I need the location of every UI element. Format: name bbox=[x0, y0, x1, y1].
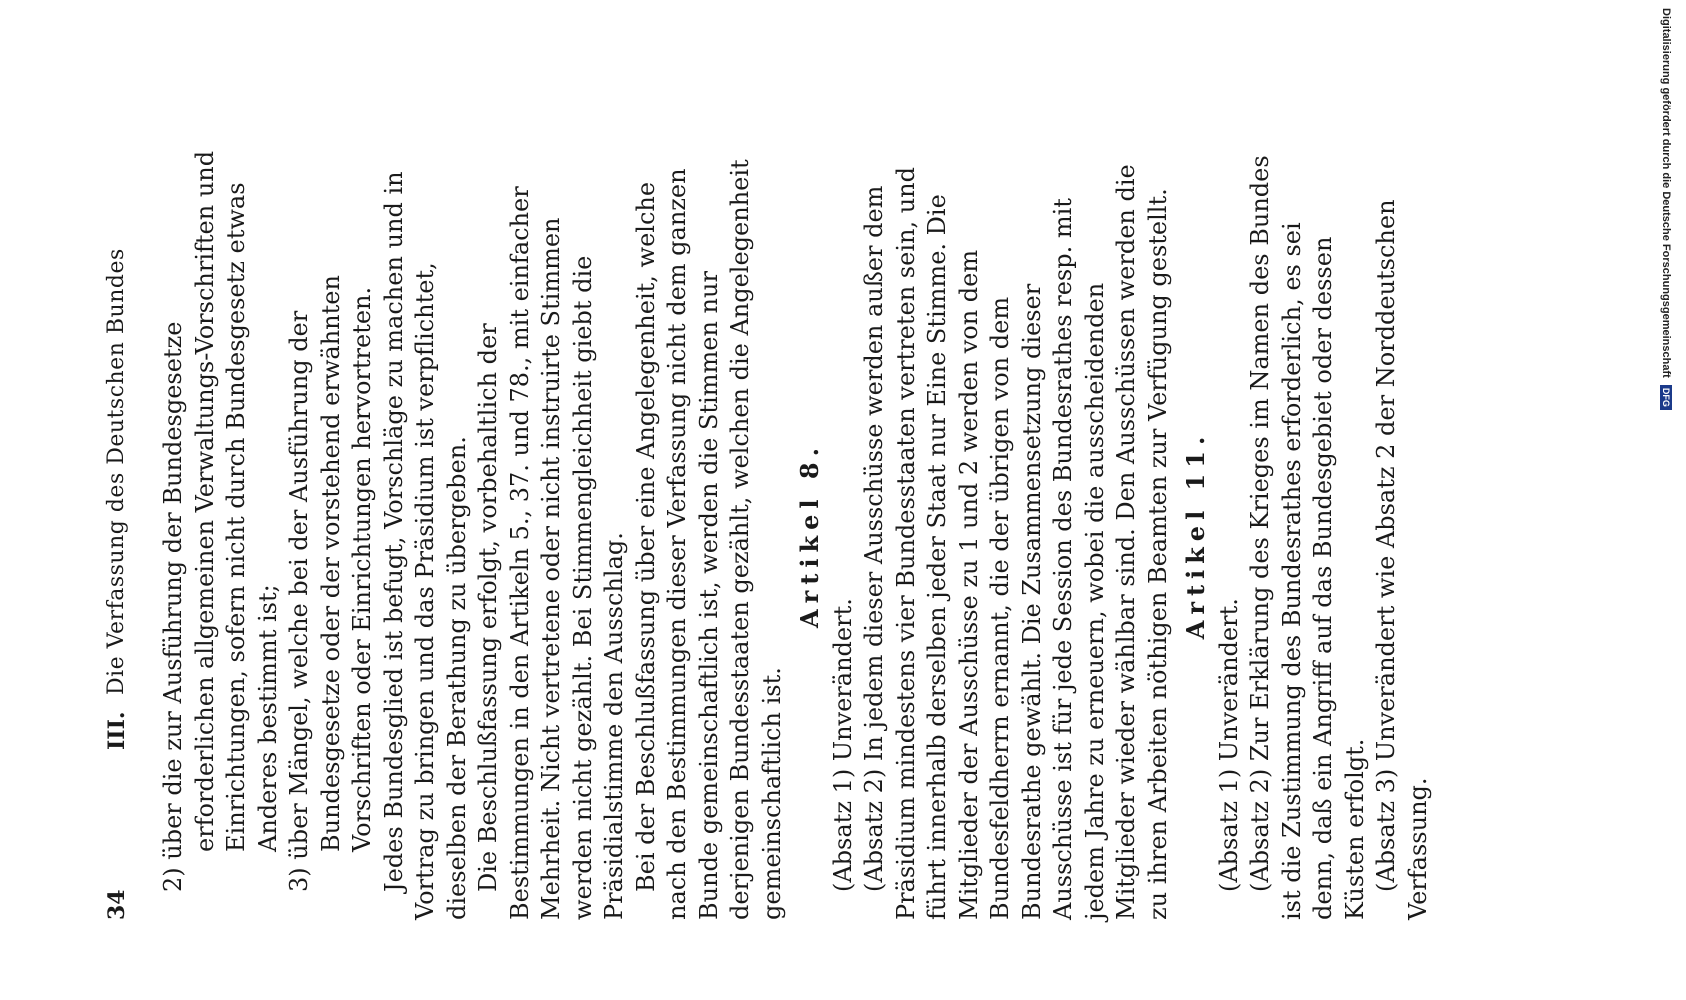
rotated-page bbox=[100, 0, 1480, 920]
stamp-text: Digitalisierung gefördert durch die Deutsche Forschungsgemeinschaft bbox=[1660, 8, 1672, 378]
article-heading: Artikel 8. bbox=[795, 442, 824, 628]
page-header bbox=[100, 0, 140, 920]
digitization-stamp bbox=[1646, 0, 1676, 1000]
paragraph: (Absatz 2) In jedem dieser Ausschüsse werden außer dem Präsidium mindestens vier Bundesstaaten vertreten sein, und führt innerhalb derselben jeder Staat nur Eine Stimme. Die Mitglieder der Ausschüsse zu 1 und 2 werden von dem Bundesfeldherrn ernannt, die der übrigen von dem Bundesrathe gewählt. Die Zusammensetzung dieser Ausschüsse ist für jede Session des Bundesrathes resp. mit jedem Jahre zu erneuern, wobei die ausscheidenden Mitglieder wieder wählbar sind. Den Ausschüssen werden die zu ihren Arbeiten nöthigen Beamten zur Verfügung gestellt. bbox=[860, 164, 1172, 920]
paragraph: Die Beschlußfassung erfolgt, vorbehaltlich der Bestimmungen in den Artikeln 5., 37. und 78., mit einfacher Mehrheit. Nicht vertretene oder nicht instruirte Stimmen werden nicht gezählt. Bei Stimmengleichheit giebt die Präsidialstimme den Ausschlag. bbox=[474, 186, 628, 920]
section-number: III. bbox=[104, 711, 130, 750]
paragraph: (Absatz 3) Unverändert wie Absatz 2 der Norddeutschen Verfassung. bbox=[1372, 199, 1432, 920]
paragraph: (Absatz 1) Unverändert. bbox=[828, 598, 857, 892]
paragraph: (Absatz 2) Zur Erklärung des Krieges im Namen des Bundes ist die Zustimmung des Bundesrathes erforderlich, es sei denn, daß ein Angriff auf das Bundesgebiet oder dessen Küsten erfolgt. bbox=[1246, 155, 1369, 920]
paragraph: Bei der Beschlußfassung über eine Angelegenheit, welche nach den Bestimmungen dieser Verfassung nicht dem ganzen Bunde gemeinschaftlich ist, werden die Stimmen nur derjenigen Bundesstaaten gezählt, welchen die Angelegenheit gemeinschaftlich ist. bbox=[631, 159, 786, 920]
paragraph: Jedes Bundesglied ist befugt, Vorschläge zu machen und in Vortrag zu bringen und das Präsidium ist verpflichtet, dieselben der Berathung zu übergeben. bbox=[379, 171, 471, 920]
stamp-text-wrapper bbox=[1642, 8, 1672, 648]
page-body bbox=[158, 150, 1434, 920]
list-item: 3) über Mängel, welche bei der Ausführung der Bundesgesetze oder der vorstehend erwähnten Vorschriften oder Einrichtungen hervortreten. bbox=[285, 275, 376, 892]
page-number: 34 bbox=[104, 889, 130, 920]
dfg-logo: DFG bbox=[1660, 385, 1672, 410]
paragraph: (Absatz 1) Unverändert. bbox=[1214, 598, 1243, 892]
running-title: Die Verfassung des Deutschen Bundes bbox=[104, 248, 129, 695]
article-heading: Artikel 11. bbox=[1181, 430, 1210, 640]
list-item: 2) über die zur Ausführung der Bundesgesetze erforderlichen allgemeinen Verwaltungs-Vorschriften und Einrichtungen, sofern nicht durch Bundesgesetz etwas Anderes bestimmt ist; bbox=[159, 150, 282, 892]
